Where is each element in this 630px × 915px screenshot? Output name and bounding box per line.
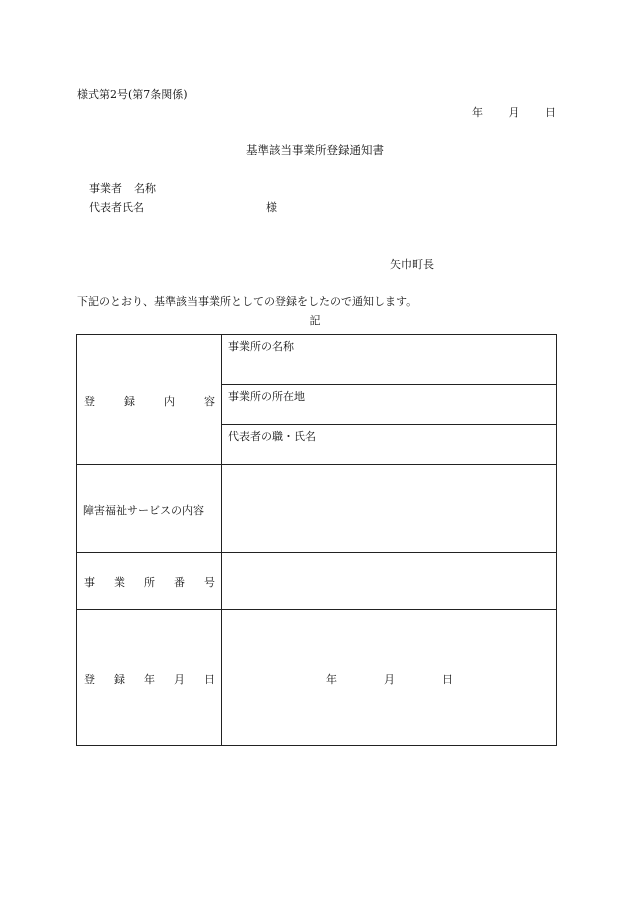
- date-month-label: 月: [508, 106, 520, 119]
- representative-label: 代表者氏名: [89, 201, 144, 214]
- label-char: 容: [204, 395, 215, 408]
- date-header: [472, 104, 556, 120]
- date-day-label: 日: [545, 106, 556, 119]
- form-number: 様式第2号(第7条関係): [77, 88, 188, 101]
- table-column-divider: [221, 335, 222, 745]
- table-row-divider: [77, 552, 556, 553]
- business-line: [89, 180, 156, 196]
- label-char: 年: [144, 673, 155, 686]
- date-day-label: 日: [442, 673, 453, 686]
- service-content-label: 障害福祉サービスの内容: [83, 504, 204, 517]
- notice-text: 下記のとおり、基準該当事業所としての登録をしたので通知します。: [77, 295, 418, 308]
- table-row-divider: [222, 424, 556, 425]
- label-char: 登: [84, 673, 95, 686]
- date-year-label: 年: [326, 673, 337, 686]
- office-number-label: [84, 574, 215, 590]
- registration-date-value: [326, 671, 453, 687]
- label-char: 業: [114, 576, 125, 589]
- representative-title-name-label: 代表者の職・氏名: [228, 430, 316, 443]
- label-char: 号: [204, 576, 215, 589]
- business-label: 事業者: [89, 182, 122, 195]
- table-row-divider: [77, 464, 556, 465]
- office-name-label: 事業所の名称: [228, 340, 294, 353]
- label-char: 録: [114, 673, 125, 686]
- registration-content-label: [84, 393, 215, 409]
- label-char: 日: [204, 673, 215, 686]
- label-char: 番: [174, 576, 185, 589]
- registration-table: [76, 334, 557, 746]
- label-char: 事: [84, 576, 95, 589]
- table-row-divider: [222, 384, 556, 385]
- name-label: 名称: [134, 182, 156, 195]
- table-row-divider: [77, 609, 556, 610]
- label-char: 月: [174, 673, 185, 686]
- label-char: 所: [144, 576, 155, 589]
- label-char: 録: [124, 395, 135, 408]
- honorific: 様: [266, 201, 277, 214]
- issuer: 矢巾町長: [390, 258, 434, 271]
- date-year-label: 年: [472, 106, 483, 119]
- registration-date-label: [84, 671, 215, 687]
- date-month-label: 月: [384, 673, 395, 686]
- label-char: 登: [84, 395, 95, 408]
- ki-label: 記: [309, 314, 321, 327]
- office-location-label: 事業所の所在地: [228, 390, 305, 403]
- document-title: 基準該当事業所登録通知書: [246, 143, 384, 157]
- label-char: 内: [164, 395, 175, 408]
